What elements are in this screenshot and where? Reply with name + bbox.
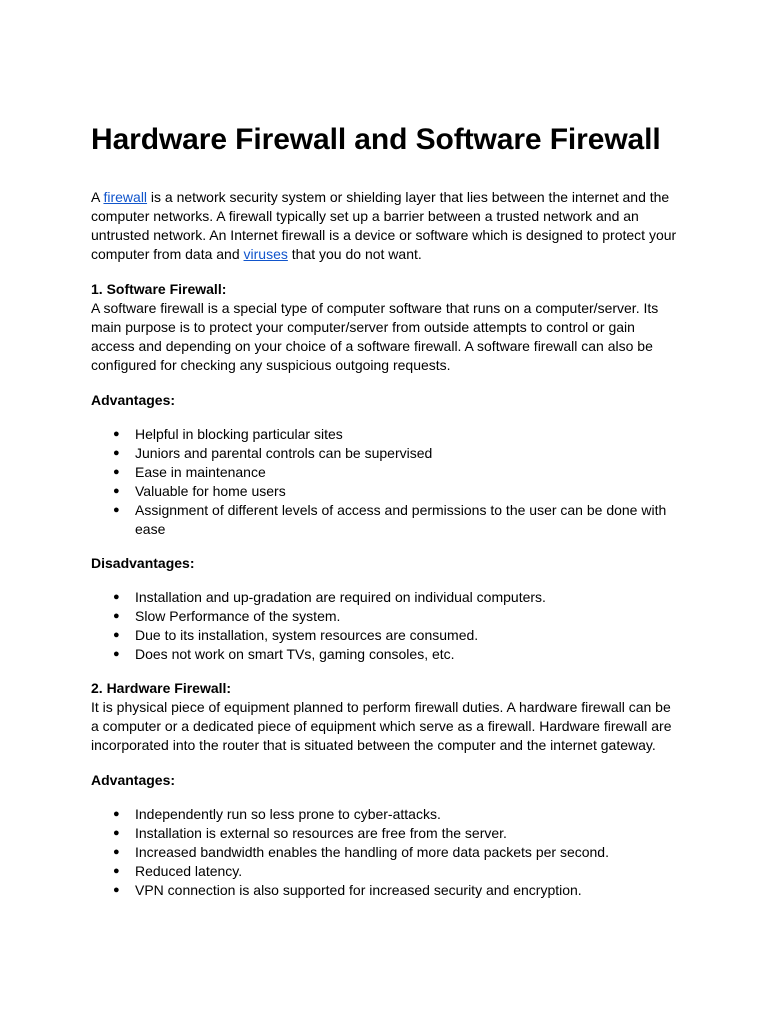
software-disadvantages-list — [91, 588, 680, 664]
spacer — [91, 375, 680, 391]
list-item: ● Due to its installation, system resources are consumed. — [91, 626, 680, 645]
software-firewall-body: A software firewall is a special type of computer software that runs on a computer/server. Its main purpose is to protect your computer/server from outside attempts to control or gain access and depending on your choice of a software firewall. A software firewall can also be configured for checking any suspicious outgoing requests. — [91, 300, 659, 373]
page-title: Hardware Firewall and Software Firewall — [91, 123, 661, 156]
software-advantages-heading: Advantages: — [91, 392, 176, 408]
list-item: ● Helpful in blocking particular sites — [91, 425, 680, 444]
list-item: ● Reduced latency. — [91, 862, 680, 881]
viruses-link[interactable]: viruses — [243, 246, 288, 262]
list-item: ● Assignment of different levels of access and permissions to the user can be done with ease — [91, 501, 680, 539]
spacer — [91, 264, 680, 280]
hardware-advantages-heading: Advantages: — [91, 772, 176, 788]
list-item: ● Slow Performance of the system. — [91, 607, 680, 626]
list-item: ● Ease in maintenance — [91, 463, 680, 482]
list-item: ● Increased bandwidth enables the handling of more data packets per second. — [91, 843, 680, 862]
hardware-firewall-body: It is physical piece of equipment planned to perform firewall duties. A hardware firewall can be a computer or a dedicated piece of equipment which serve as a firewall. Hardware firewall are incorporated into the router that is situated between the computer and the internet gateway. — [91, 699, 672, 753]
software-advantages-list — [91, 425, 680, 539]
hardware-advantages-list — [91, 805, 680, 900]
software-firewall-heading: 1. Software Firewall: — [91, 281, 227, 297]
intro-paragraph — [91, 188, 680, 264]
intro-text-c: that you do not want. — [287, 246, 422, 262]
firewall-link[interactable]: firewall — [103, 189, 148, 205]
spacer — [91, 755, 680, 771]
intro-text-a: A — [91, 189, 104, 205]
list-item: ● Does not work on smart TVs, gaming consoles, etc. — [91, 645, 680, 664]
list-item: ● Valuable for home users — [91, 482, 680, 501]
list-item: ● Installation is external so resources are free from the server. — [91, 824, 680, 843]
list-item: ● VPN connection is also supported for increased security and encryption. — [91, 881, 680, 900]
hardware-firewall-heading: 2. Hardware Firewall: — [91, 680, 232, 696]
software-disadvantages-heading: Disadvantages: — [91, 555, 195, 571]
list-item: ● Installation and up-gradation are required on individual computers. — [91, 588, 680, 607]
list-item: ● Independently run so less prone to cyber-attacks. — [91, 805, 680, 824]
intro-text-b: is a network security system or shielding layer that lies between the internet and the computer networks. A firewall typically set up a barrier between a trusted network and an untrusted network. An Internet firewall is a device or software which is designed to protect your computer from data and — [91, 189, 677, 262]
list-item: ● Juniors and parental controls can be supervised — [91, 444, 680, 463]
